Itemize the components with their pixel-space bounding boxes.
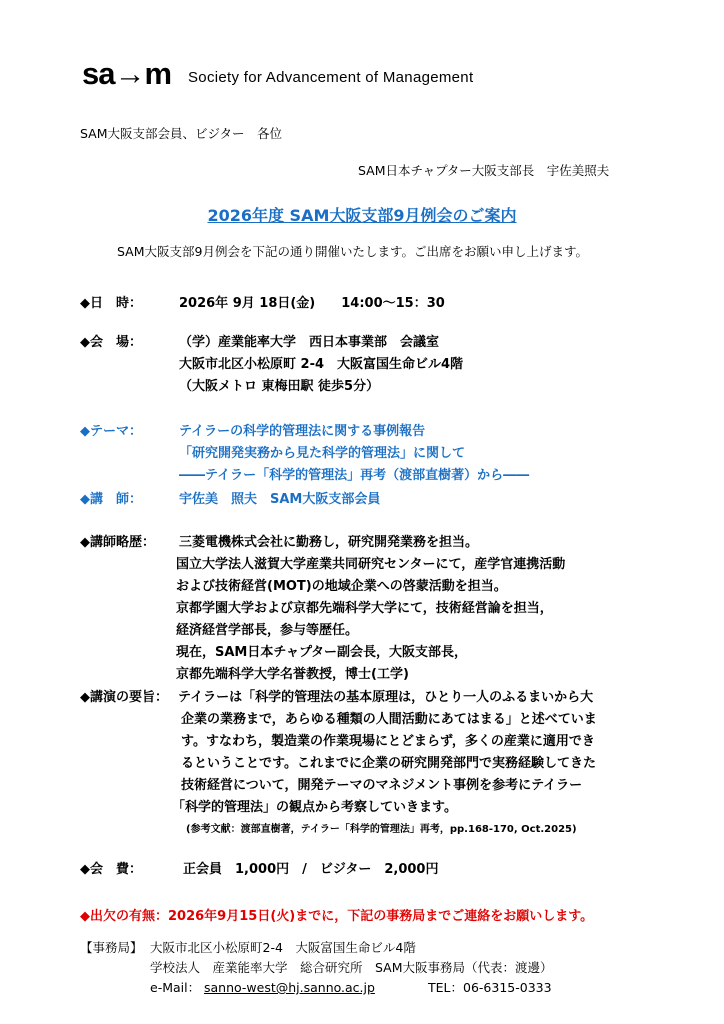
venue-line: （学）産業能率大学 西日本事業部 会議室 — [179, 335, 440, 350]
summary-line: す。すなわち，製造業の作業現場にとどまらず，多くの産業に適用でき — [181, 734, 595, 749]
date-label: ◆日 時： — [80, 296, 142, 311]
bio-line: 京都先端科学大学名誉教授，博士(工学) — [176, 667, 409, 682]
bio-line: 現在，SAM日本チャプター副会長，大阪支部長， — [176, 645, 468, 660]
fee-label: ◆会 費： — [80, 862, 142, 877]
sender: SAM日本チャプター大阪支部長 宇佐美照夫 — [358, 163, 610, 178]
venue-line: （大阪メトロ 東梅田駅 徒歩5分） — [179, 379, 380, 394]
theme-label: ◆テーマ： — [80, 424, 142, 439]
tel-text: TEL：06-6315-0333 — [428, 980, 552, 995]
page-title: 2026年度 SAM大阪支部9月例会のご案内 — [207, 206, 517, 225]
summary-line: テイラーは「科学的管理法の基本原理は，ひとり一人のふるまいから大 — [178, 690, 594, 705]
reference-note: (参考文献：渡部直樹著，テイラー「科学的管理法」再考，pp.168-170, Oct.2025) — [186, 824, 577, 835]
theme-line: テイラーの科学的管理法に関する事例報告 — [179, 424, 426, 439]
bio-line: 経済経営学部長，参与等歴任。 — [176, 623, 359, 638]
bio-label: ◆講師略歴： — [80, 535, 155, 550]
fee-value: 正会員 1,000円 / ビジター 2,000円 — [183, 862, 439, 877]
bio-line: および技術経営(MOT)の地域企業への啓蒙活動を担当。 — [176, 579, 507, 594]
email-link[interactable]: sanno-west@hj.sanno.ac.jp — [204, 980, 375, 995]
venue-label: ◆会 場： — [80, 335, 142, 350]
summary-label: ◆講演の要旨： — [80, 690, 168, 705]
office-label: 【事務局】 — [80, 940, 143, 955]
bio-line: 三菱電機株式会社に勤務し，研究開発業務を担当。 — [179, 535, 479, 550]
date-value: 2026年 9月 18日(金) 14:00～15：30 — [179, 296, 445, 311]
intro-text: SAM大阪支部9月例会を下記の通り開催いたします。ご出席をお願い申し上げます。 — [117, 244, 588, 259]
bio-line: 京都学園大学および京都先端科学大学にて，技術経営論を担当， — [176, 601, 553, 616]
bio-line: 国立大学法人滋賀大学産業共同研究センターにて，産学官連携活動 — [176, 557, 566, 572]
theme-line: ――テイラー「科学的管理法」再考（渡部直樹著）から―― — [179, 468, 530, 483]
office-org: 学校法人 産業能率大学 総合研究所 SAM大阪事務局（代表：渡邊） — [150, 960, 553, 975]
addressee: SAM大阪支部会員、ビジター 各位 — [80, 126, 283, 141]
summary-line: 「科学的管理法」の観点から考察していきます。 — [172, 800, 457, 815]
sam-logo: sa→m — [82, 56, 172, 91]
rsvp-notice: ◆出欠の有無：2026年9月15日(火)までに，下記の事務局までご連絡をお願いします。 — [80, 909, 594, 924]
summary-line: 企業の業務まで，あらゆる種類の人間活動にあてはまる」と述べていま — [181, 712, 597, 727]
lecturer-value: 宇佐美 照夫 SAM大阪支部会員 — [179, 492, 381, 507]
summary-line: るということです。これまでに企業の研究開発部門で実務経験してきた — [181, 756, 596, 771]
theme-line: 「研究開発実務から見た科学的管理法」に関して — [179, 446, 466, 461]
email-label: e-Mail： — [150, 980, 201, 995]
summary-line: 技術経営について，開発テーマのマネジメント事例を参考にテイラー — [181, 778, 583, 793]
logo-subtitle: Society for Advancement of Management — [188, 69, 474, 86]
venue-line: 大阪市北区小松原町 2-4 大阪富国生命ビル4階 — [179, 357, 464, 372]
lecturer-label: ◆講 師： — [80, 492, 142, 507]
office-address: 大阪市北区小松原町2-4 大阪富国生命ビル4階 — [150, 940, 416, 955]
